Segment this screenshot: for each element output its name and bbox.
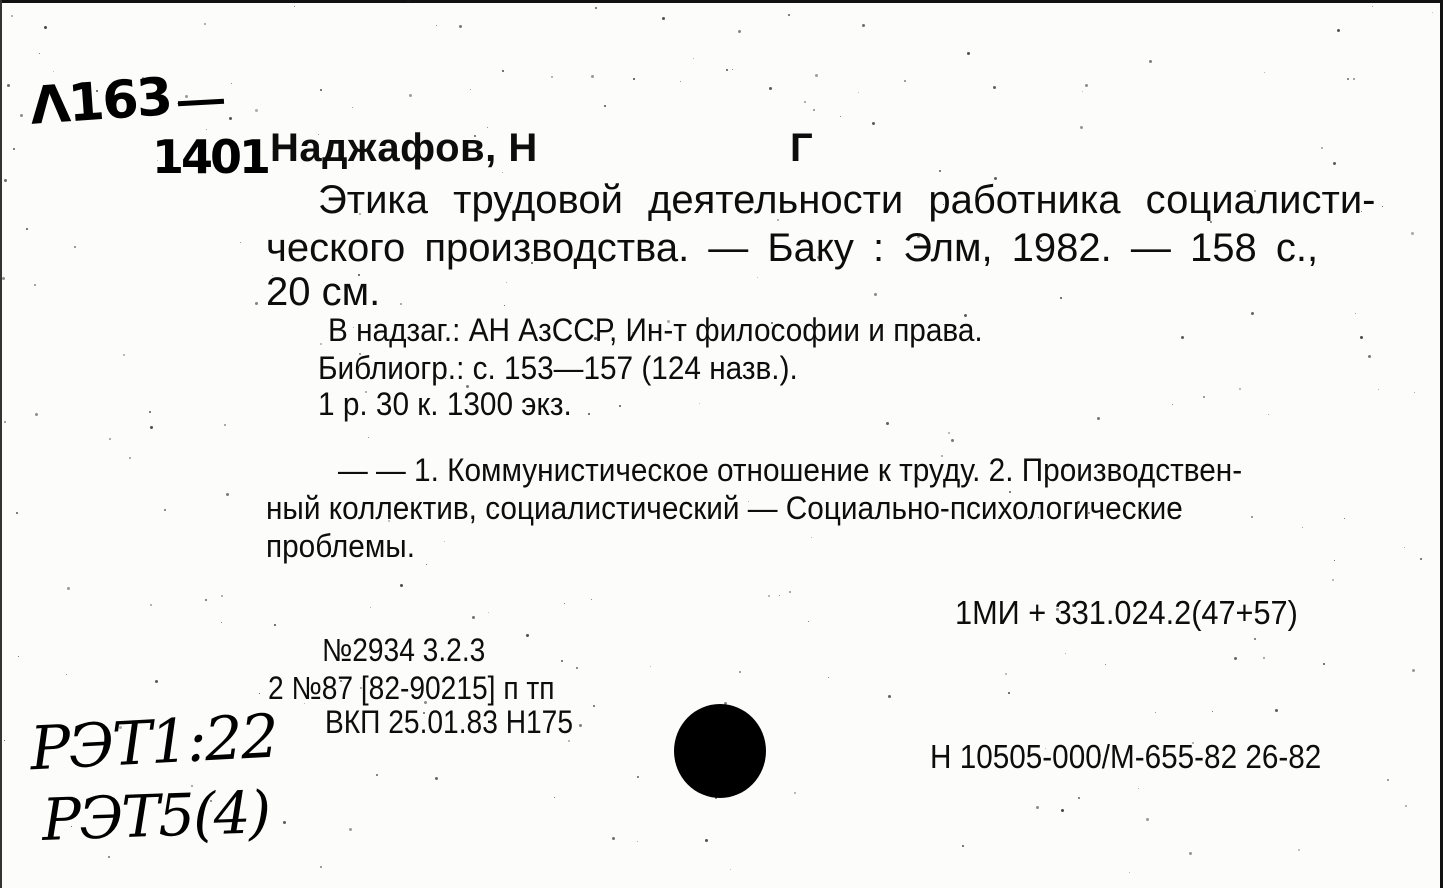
scan-speck: [1061, 809, 1064, 812]
scan-speck: [779, 595, 780, 596]
scan-speck: [488, 612, 489, 613]
scan-speck: [504, 305, 505, 306]
scan-speck: [67, 587, 70, 590]
scan-speck: [1412, 669, 1415, 672]
title-line-2: ческого производства. — Баку : Элм, 1982. — 158 с.,: [266, 226, 1319, 270]
scan-speck: [1080, 126, 1083, 129]
scan-speck: [1302, 527, 1303, 528]
scan-speck: [591, 75, 594, 78]
scan-speck: [561, 660, 563, 662]
scan-speck: [1181, 336, 1184, 339]
scan-speck: [604, 105, 606, 107]
scan-speck: [1337, 29, 1340, 32]
scan-speck: [20, 114, 23, 117]
scan-speck: [962, 845, 964, 847]
scan-speck: [811, 537, 812, 538]
scan-speck: [650, 666, 651, 667]
scan-speck: [149, 411, 151, 413]
scan-speck: [612, 837, 615, 840]
subject-line-3: проблемы.: [266, 528, 415, 564]
scan-speck: [1333, 162, 1336, 165]
scan-speck: [1138, 788, 1139, 789]
scan-speck: [794, 792, 796, 794]
scan-speck: [1372, 6, 1373, 7]
scan-speck: [1323, 663, 1325, 665]
scan-speck: [662, 17, 665, 20]
scan-speck: [874, 293, 877, 296]
scan-speck: [726, 69, 728, 71]
scan-speck: [231, 83, 232, 84]
scan-speck: [904, 80, 906, 82]
scan-speck: [370, 607, 371, 608]
scan-speck: [815, 74, 818, 77]
scan-speck: [1105, 664, 1106, 665]
scan-speck: [470, 89, 471, 90]
registry-line-2: 2 №87 [82-90215] п тп: [268, 670, 555, 706]
scan-speck: [872, 122, 875, 125]
scan-speck: [808, 621, 809, 622]
scan-speck: [886, 422, 889, 425]
scan-speck: [732, 69, 733, 70]
scan-speck: [226, 493, 229, 496]
scan-speck: [205, 599, 207, 601]
scan-speck: [4, 179, 7, 182]
scan-speck: [1203, 396, 1205, 398]
title-line-3: 20 см.: [266, 270, 381, 314]
registry-line-1: №2934 3.2.3: [322, 632, 486, 668]
scan-speck: [255, 109, 258, 112]
note-price-print-run: 1 р. 30 к. 1300 экз.: [318, 386, 572, 422]
scan-speck: [18, 656, 19, 657]
scan-speck: [435, 777, 438, 780]
scan-speck: [680, 81, 681, 82]
scan-speck: [554, 797, 555, 798]
scan-speck: [993, 86, 996, 89]
scan-speck: [526, 634, 529, 637]
scan-speck: [1264, 72, 1265, 73]
scan-speck: [1344, 518, 1345, 519]
scan-speck: [502, 172, 503, 173]
scan-speck: [967, 52, 970, 55]
scan-speck: [564, 603, 565, 604]
scan-speck: [11, 15, 13, 17]
scan-speck: [320, 343, 322, 345]
scan-speck: [1155, 712, 1156, 713]
scan-speck: [1387, 779, 1389, 781]
scan-speck: [53, 71, 54, 72]
scan-speck: [1065, 653, 1066, 654]
scan-speck: [204, 23, 206, 25]
card-punch-hole: [674, 704, 766, 798]
scan-speck: [240, 242, 241, 243]
scan-speck: [320, 89, 322, 91]
scan-speck: [1275, 709, 1278, 712]
scan-speck: [637, 841, 638, 842]
scan-speck: [123, 354, 125, 356]
scan-speck: [274, 624, 276, 626]
scan-speck: [595, 7, 597, 9]
scan-speck: [444, 541, 445, 542]
scan-speck: [1353, 78, 1355, 80]
call-number-bottom: 1401: [152, 130, 269, 184]
scan-speck: [35, 413, 38, 416]
note-header: В надзаг.: АН АзССР, Ин-т философии и права.: [328, 312, 983, 348]
scan-speck: [619, 405, 621, 407]
scan-speck: [1414, 392, 1415, 393]
scan-speck: [108, 856, 110, 858]
scan-speck: [1263, 657, 1265, 659]
scan-speck: [588, 413, 590, 415]
scan-speck: [576, 667, 578, 669]
scan-speck: [400, 303, 402, 305]
scan-speck: [1268, 414, 1269, 415]
scan-speck: [1036, 806, 1039, 809]
scan-speck: [1212, 711, 1213, 712]
scan-speck: [349, 828, 352, 831]
scan-speck: [1149, 60, 1152, 63]
scan-speck: [1234, 657, 1237, 660]
scan-speck: [637, 776, 639, 778]
scan-speck: [164, 509, 166, 511]
scan-speck: [1347, 78, 1349, 80]
scan-speck: [320, 866, 322, 868]
handwritten-note-2: РЭТ5(4): [40, 778, 271, 854]
scan-speck: [4, 421, 6, 423]
scan-speck: [34, 284, 36, 286]
scan-speck: [1405, 805, 1407, 807]
scan-speck: [506, 282, 507, 283]
scan-speck: [1008, 692, 1010, 694]
scan-speck: [551, 76, 553, 78]
scan-speck: [1355, 313, 1356, 314]
scan-speck: [185, 95, 188, 98]
scan-speck: [1332, 579, 1334, 581]
scan-speck: [951, 439, 954, 442]
note-bibliography: Библиогр.: с. 153—157 (124 назв.).: [318, 350, 798, 386]
scan-speck: [368, 437, 369, 438]
scan-speck: [1321, 147, 1323, 149]
scan-speck: [591, 599, 592, 600]
scan-speck: [1368, 355, 1371, 358]
scan-speck: [1404, 547, 1405, 548]
scan-speck: [129, 457, 131, 459]
scan-speck: [2, 277, 5, 280]
scan-speck: [788, 14, 790, 16]
scan-speck: [259, 693, 260, 694]
subject-line-1: — — 1. Коммунистическое отношение к труду. 2. Производствен-: [338, 452, 1243, 488]
scan-speck: [948, 432, 950, 434]
card-left-edge: [0, 0, 2, 888]
scan-speck: [1432, 12, 1433, 13]
scan-speck: [294, 6, 295, 7]
scan-speck: [699, 403, 700, 404]
scan-speck: [1005, 673, 1007, 675]
handwritten-note-1: РЭТ1:22: [28, 701, 279, 785]
scan-speck: [352, 107, 353, 108]
scan-speck: [459, 25, 462, 28]
scan-speck: [888, 695, 891, 698]
scan-speck: [224, 424, 226, 426]
author-name: Наджафов, Н: [270, 126, 538, 170]
scan-speck: [109, 438, 111, 440]
author-initial: Г: [790, 126, 813, 170]
scan-speck: [409, 94, 412, 97]
scan-speck: [858, 92, 859, 93]
scan-speck: [739, 671, 741, 673]
scan-speck: [1082, 91, 1083, 92]
scan-speck: [400, 584, 403, 587]
scan-speck: [1146, 818, 1149, 821]
scan-speck: [1251, 516, 1253, 518]
scan-speck: [1078, 797, 1080, 799]
call-number-dash: [178, 99, 224, 106]
scan-speck: [74, 246, 76, 248]
scan-speck: [789, 591, 791, 593]
scan-speck: [1411, 232, 1414, 235]
card-top-edge: [0, 0, 1443, 3]
call-number-top: Λ163: [28, 67, 173, 137]
scan-speck: [283, 821, 286, 824]
scan-speck: [376, 774, 378, 776]
scan-speck: [1378, 389, 1379, 390]
publisher-index-line: Н 10505-000/М-655-82 26-82: [930, 738, 1322, 775]
scan-speck: [436, 25, 437, 26]
subject-line-2: ный коллектив, социалистический — Социально-психологические: [266, 490, 1183, 526]
scan-speck: [1382, 206, 1383, 207]
scan-speck: [16, 512, 18, 514]
scan-speck: [579, 724, 582, 727]
scan-speck: [426, 564, 427, 565]
scan-speck: [1239, 388, 1241, 390]
scan-speck: [738, 30, 741, 33]
scan-speck: [1251, 312, 1254, 315]
scan-speck: [693, 58, 694, 59]
classification-code: 1МИ + 331.024.2(47+57): [955, 594, 1298, 631]
scan-speck: [39, 53, 40, 54]
registry-line-3: ВКП 25.01.83 Н175: [325, 704, 574, 740]
scan-speck: [813, 109, 815, 111]
scan-speck: [1254, 638, 1256, 640]
scan-speck: [862, 24, 865, 27]
scan-speck: [1189, 852, 1192, 855]
scan-speck: [705, 839, 708, 842]
scan-speck: [1129, 872, 1130, 873]
scan-speck: [150, 604, 152, 606]
scan-speck: [730, 869, 731, 870]
scan-speck: [1420, 558, 1422, 560]
scan-speck: [66, 674, 67, 675]
scan-speck: [26, 228, 28, 230]
scan-speck: [1360, 336, 1363, 339]
scan-speck: [1172, 404, 1173, 405]
scan-speck: [44, 26, 47, 29]
scan-speck: [768, 595, 770, 597]
scan-speck: [1060, 297, 1062, 299]
scan-speck: [221, 595, 223, 597]
scan-speck: [13, 148, 15, 150]
scan-speck: [939, 170, 941, 172]
scan-speck: [1334, 560, 1335, 561]
scan-speck: [502, 70, 504, 72]
scan-speck: [229, 117, 232, 120]
scan-speck: [150, 426, 153, 429]
scan-speck: [4, 740, 5, 741]
scan-speck: [593, 705, 595, 707]
scan-speck: [472, 616, 475, 619]
scan-speck: [757, 277, 758, 278]
scan-speck: [828, 677, 829, 678]
scan-speck: [155, 680, 158, 683]
scan-speck: [633, 78, 635, 80]
scan-speck: [7, 84, 10, 87]
scan-speck: [221, 622, 222, 623]
scan-speck: [407, 0, 409, 2]
scan-speck: [255, 302, 258, 305]
title-line-1: Этика трудовой деятельности работника социалисти-: [318, 178, 1376, 222]
scan-speck: [840, 116, 841, 117]
scan-speck: [1298, 849, 1300, 851]
scan-speck: [1097, 417, 1100, 420]
scan-speck: [1085, 84, 1088, 87]
scan-speck: [804, 101, 806, 103]
scan-speck: [769, 87, 772, 90]
